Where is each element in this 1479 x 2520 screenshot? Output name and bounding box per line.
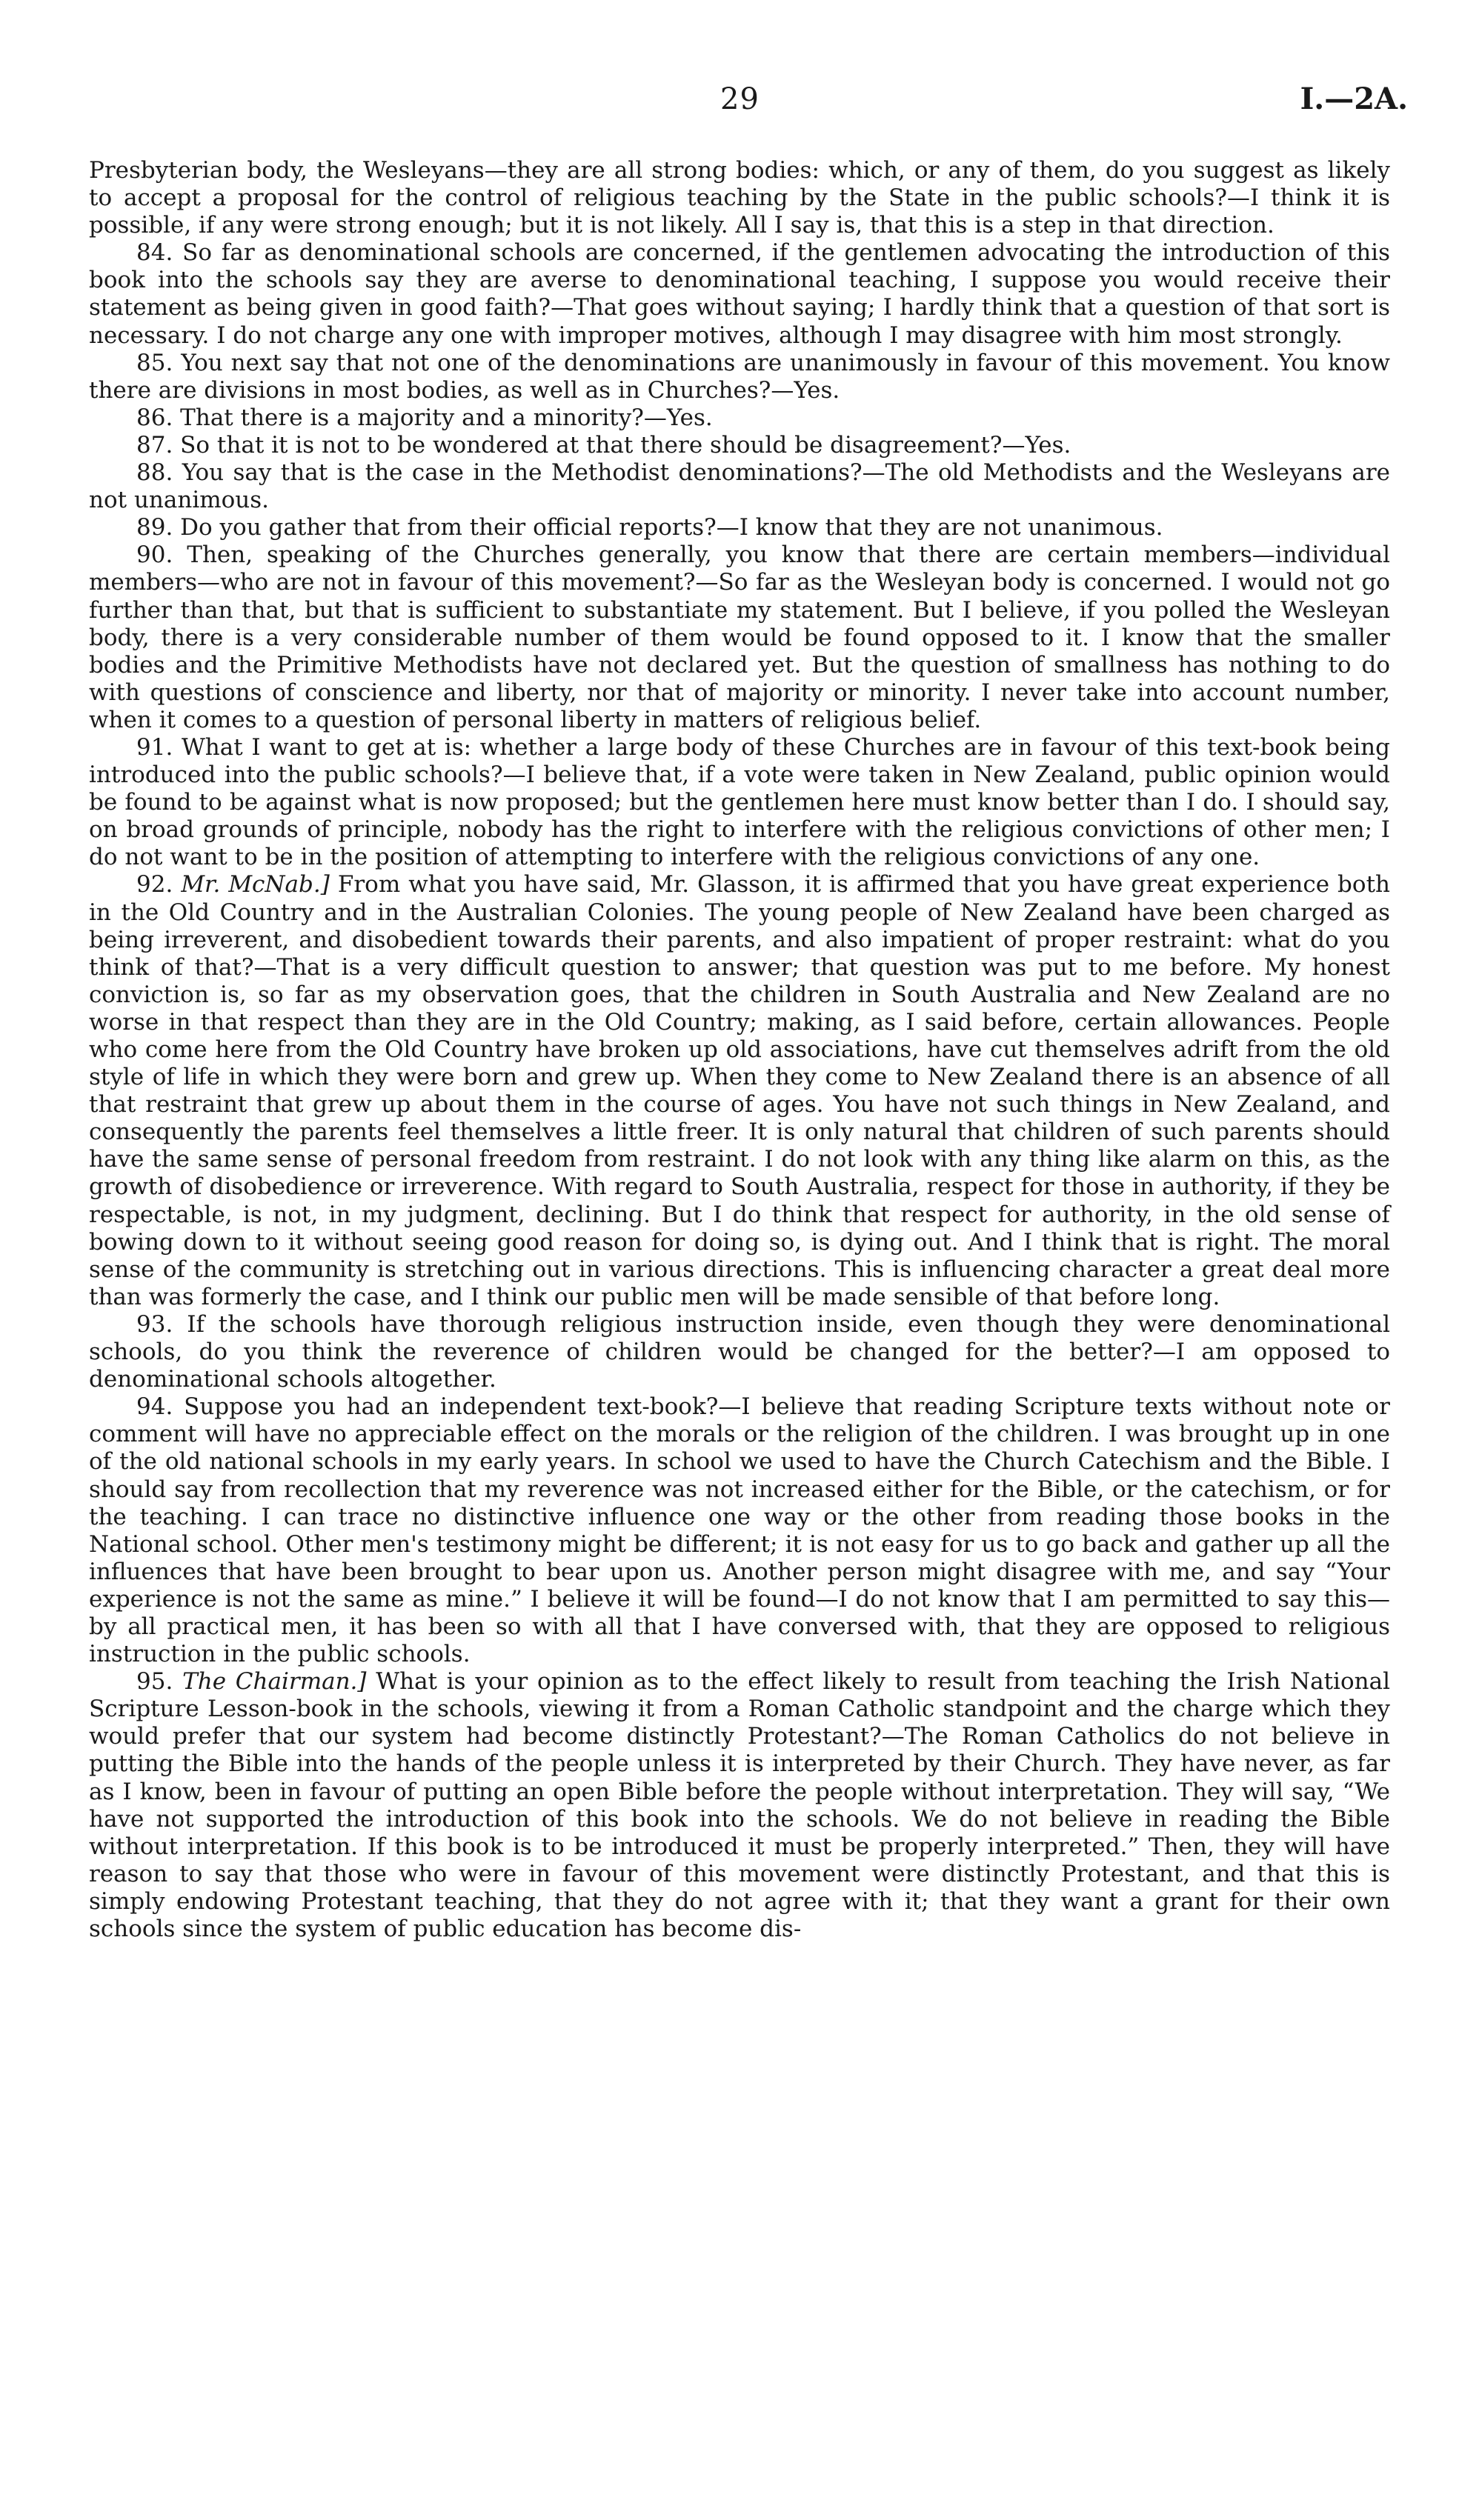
- paragraph: [89, 514, 1390, 541]
- paragraph: [89, 1668, 1390, 1943]
- page-header: [0, 80, 1479, 124]
- paragraph: [89, 404, 1390, 432]
- paragraph-text: Suppose you had an independent text-book?—I believe that reading Scripture texts without note or comment will have no appreciable effect on the morals or the religion of the children. I was brought up in one of the old national schools in my early years. In school we used to have the Church Catechism and the Bible. I should say from recollection that my reverence was not increased either for the Bible, or the catechism, or for the teaching. I can trace no distinctive influence one way or the other from reading those books in the National school. Other men's testimony might be different; it is not easy for us to go back and gather up all the influences that have been brought to bear upon us. Another person might disagree with me, and say “Your experience is not the same as mine.” I believe it will be found—I do not know that I am permitted to say this—by all practical men, it has been so with all that I have conversed with, that they are opposed to religious instruction in the public schools.: [89, 1393, 1390, 1668]
- question-number: 92.: [136, 871, 173, 899]
- paragraph: [89, 459, 1390, 514]
- question-number: 89.: [136, 514, 173, 541]
- paragraph: [89, 239, 1390, 349]
- question-number: 94.: [136, 1393, 173, 1421]
- paragraph-text: From what you have said, Mr. Glasson, it is affirmed that you have great experience both in the Old Country and in the Australian Colonies. The young people of New Zealand have been charged as being irreverent, and disobedient towards their parents, and also impatient of proper restraint: what do you think of that?—That is a very difficult question to answer; that question was put to me before. My honest conviction is, so far as my observation goes, that the children in South Australia and New Zealand are no worse in that respect than they are in the Old Country; making, as I said before, certain allowances. People who come here from the Old Country have broken up old associations, have cut themselves adrift from the old style of life in which they were born and grew up. When they come to New Zealand there is an absence of all that restraint that grew up about them in the course of ages. You have not such things in New Zealand, and consequently the parents feel themselves a little freer. It is only natural that children of such parents should have the same sense of personal freedom from restraint. I do not look with any thing like alarm on this, as the growth of disobedience or irreverence. With regard to South Australia, respect for those in authority, if they be respectable, is not, in my judgment, declining. But I do think that respect for authority, in the old sense of bowing down to it without seeing good reason for doing so, is dying out. And I think that is right. The moral sense of the community is stretching out in various directions. This is influencing character a great deal more than was formerly the case, and I think our public men will be made sensible of that before long.: [89, 871, 1390, 1310]
- paragraph: [89, 1393, 1390, 1668]
- paragraph-text: If the schools have thorough religious instruction inside, even though they were denominational schools, do you think the reverence of children would be changed for the better?—I am opposed to denominational schools altogether.: [89, 1310, 1390, 1393]
- speaker-name: The Chairman.]: [182, 1668, 367, 1696]
- paragraph-text: Presbyterian body, the Wesleyans—they are all strong bodies: which, or any of them, do you suggest as likely to accept a proposal for the control of religious teaching by the State in the public schools?—I think it is possible, if any were strong enough; but it is not likely. All I say is, that this is a step in that direction.: [89, 157, 1390, 239]
- paragraph: [89, 432, 1390, 459]
- paragraph: [89, 350, 1390, 404]
- question-number: 84.: [136, 239, 173, 267]
- page-number: 29: [720, 82, 760, 116]
- document-reference: I.—2A.: [1300, 81, 1408, 116]
- paragraph-text: Do you gather that from their official reports?—I know that they are not unanimous.: [180, 514, 1163, 541]
- paragraph-text: So far as denominational schools are concerned, if the gentlemen advocating the introduction of this book into the schools say they are averse to denominational teaching, I suppose you would receive their statement as being given in good faith?—That goes without saying; I hardly think that a question of that sort is necessary. I do not charge any one with improper motives, although I may disagree with him most strongly.: [89, 239, 1391, 349]
- question-number: 86.: [136, 404, 173, 431]
- body-text: [89, 157, 1390, 1943]
- paragraph-text: Then, speaking of the Churches generally, you know that there are certain members—individual members—who are not in favour of this movement?—So far as the Wesleyan body is concerned. I would not go further than that, but that is sufficient to substantiate my statement. But I believe, if you polled the Wesleyan body, there is a very considerable number of them would be found opposed to it. I know that the smaller bodies and the Primitive Methodists have not declared yet. But the question of smallness has nothing to do with questions of conscience and liberty, nor that of majority or minority. I never take into account number, when it comes to a question of personal liberty in matters of religious belief.: [89, 541, 1391, 733]
- paragraph: [89, 871, 1390, 1311]
- paragraph: [89, 734, 1390, 871]
- question-number: 90.: [136, 541, 173, 569]
- question-number: 91.: [136, 733, 173, 761]
- paragraph-text: That there is a majority and a minority?—Yes.: [180, 404, 713, 431]
- speaker-name: Mr. McNab.]: [181, 871, 330, 899]
- paragraph: [89, 1311, 1390, 1393]
- question-number: 95.: [136, 1668, 173, 1696]
- paragraph: [89, 157, 1390, 239]
- paragraph-text: You say that is the case in the Methodist denominations?—The old Methodists and the Wesleyans are not unanimous.: [89, 459, 1390, 514]
- question-number: 93.: [136, 1310, 173, 1338]
- paragraph-text: You next say that not one of the denominations are unanimously in favour of this movement. You know there are divisions in most bodies, as well as in Churches?—Yes.: [89, 349, 1390, 404]
- paragraph-text: So that it is not to be wondered at that there should be disagreement?—Yes.: [180, 431, 1071, 459]
- question-number: 88.: [136, 459, 173, 487]
- question-number: 87.: [136, 431, 173, 459]
- question-number: 85.: [136, 349, 173, 376]
- paragraph-text: What I want to get at is: whether a large body of these Churches are in favour of this text-book being introduced into the public schools?—I believe that, if a vote were taken in New Zealand, public opinion would be found to be against what is now proposed; but the gentlemen here must know better than I do. I should say, on broad grounds of principle, nobody has the right to interfere with the religious convictions of other men; I do not want to be in the position of attempting to interfere with the religious convictions of any one.: [89, 733, 1390, 871]
- paragraph-text: What is your opinion as to the effect likely to result from teaching the Irish National Scripture Lesson-book in the schools, viewing it from a Roman Catholic standpoint and the charge which they would prefer that our system had become distinctly Protestant?—The Roman Catholics do not believe in putting the Bible into the hands of the people unless it is interpreted by their Church. They have never, as far as I know, been in favour of putting an open Bible before the people without interpretation. They will say, “We have not supported the introduction of this book into the schools. We do not believe in reading the Bible without interpretation. If this book is to be introduced it must be properly interpreted.” Then, they will have reason to say that those who were in favour of this movement were distinctly Protestant, and that this is simply endowing Protestant teaching, that they do not agree with it; that they want a grant for their own schools since the system of public education has become dis-: [89, 1668, 1390, 1942]
- paragraph: [89, 541, 1390, 734]
